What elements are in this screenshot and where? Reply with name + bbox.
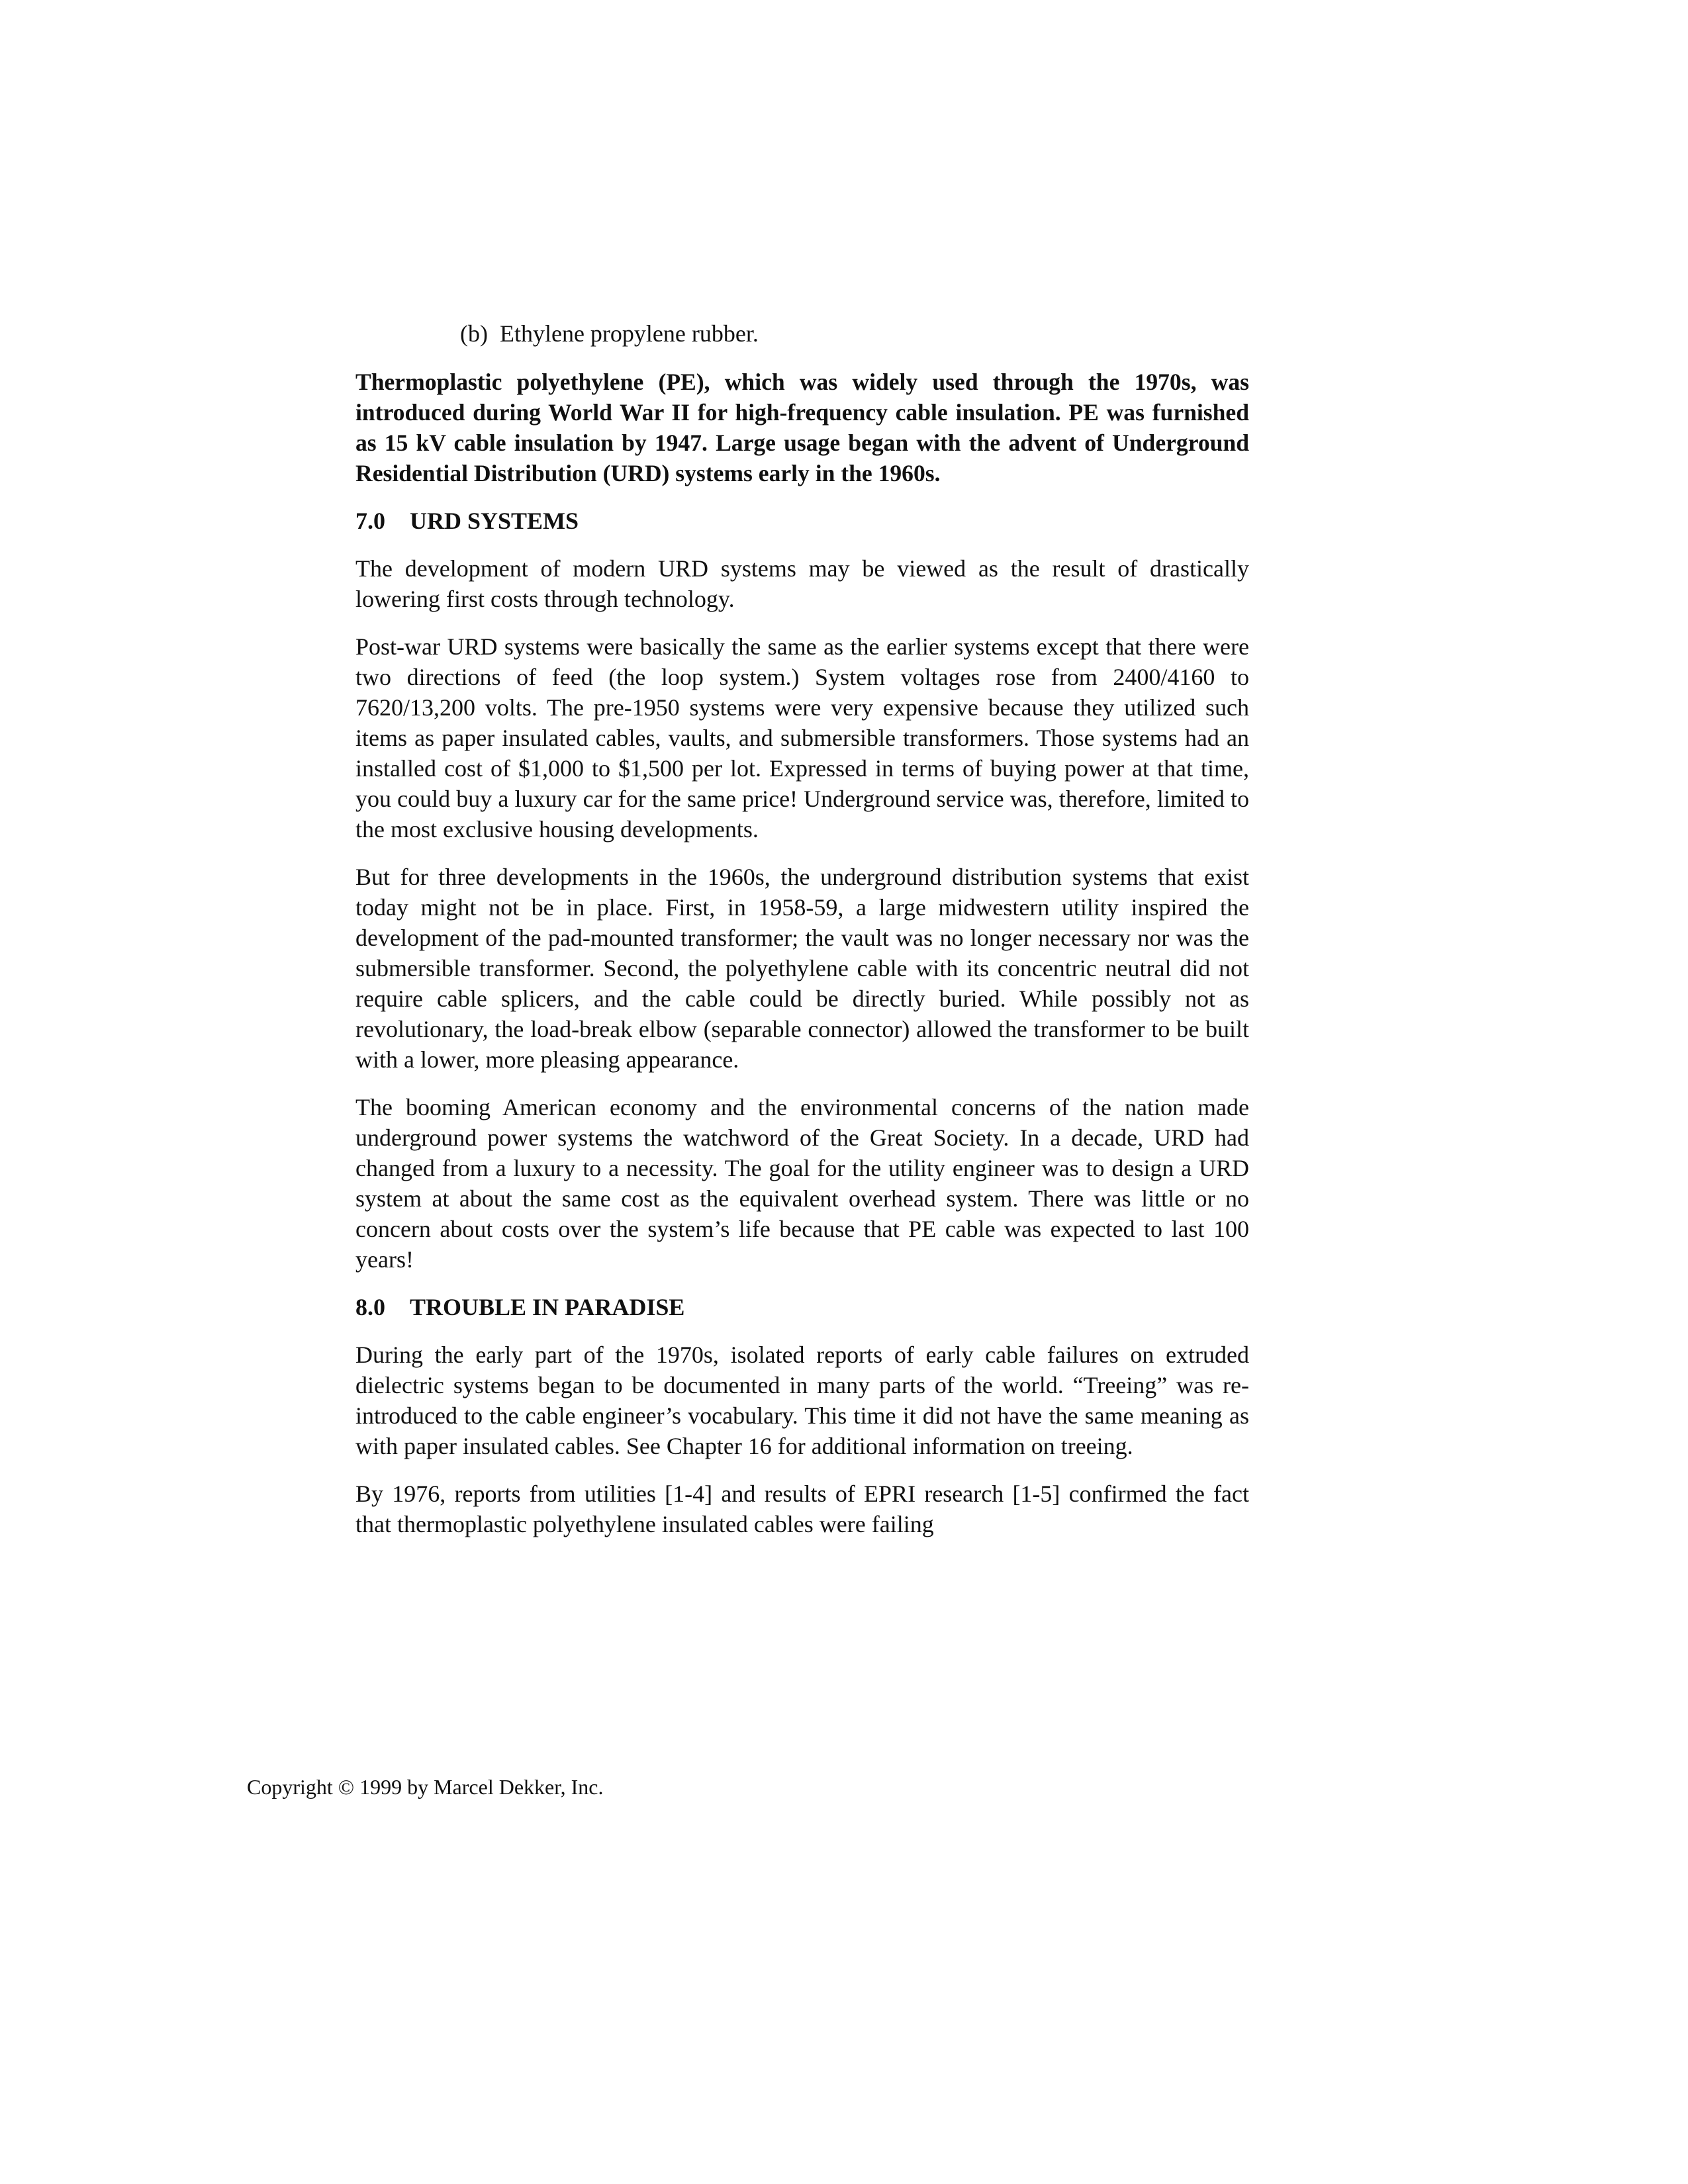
paragraph-pe-history: Thermoplastic polyethylene (PE), which was widely used through the 1970s, was introduced during World War II for high-frequency cable insulation. PE was furnished as 15 kV cable insulation by 1947. Large usage began with the advent of Underground Residential Distribution (URD) systems early in the 1960s.	[355, 369, 1249, 486]
paragraph-early-failures: During the early part of the 1970s, isolated reports of early cable failures on extruded dielectric systems began to be documented in many parts of the world. “Treeing” was re-introduced to the cable engineer’s vocabulary. This time it did not have the same meaning as with paper insulated cables. See Chapter 16 for additional information on treeing.	[355, 1342, 1249, 1459]
section-number: 8.0	[355, 1294, 385, 1320]
paragraph-urd-development: The development of modern URD systems may be viewed as the result of drastically lowering first costs through technology.	[355, 555, 1249, 612]
section-title: URD SYSTEMS	[410, 508, 579, 534]
page-body	[355, 318, 1249, 1557]
section-heading-trouble-in-paradise	[355, 1292, 1249, 1322]
paragraph-epri-research: By 1976, reports from utilities [1-4] and results of EPRI research [1-5] confirmed the fact that thermoplastic polyethylene insulated cables were failing	[355, 1480, 1249, 1537]
list-item-b	[355, 318, 1249, 349]
section-number: 7.0	[355, 508, 385, 534]
section-title: TROUBLE IN PARADISE	[410, 1294, 685, 1320]
list-item-text: Ethylene propylene rubber.	[499, 320, 759, 347]
paragraph-post-war-urd: Post-war URD systems were basically the same as the earlier systems except that there were two directions of feed (the loop system.) System voltages rose from 2400/4160 to 7620/13,200 volts. The pre-1950 systems were very expensive because they utilized such items as paper insulated cables, vaults, and submersible transformers. Those systems had an installed cost of $1,000 to $1,500 per lot. Expressed in terms of buying power at that time, you could buy a luxury car for the same price! Underground service was, therefore, limited to the most exclusive housing developments.	[355, 633, 1249, 842]
paragraph-three-developments: But for three developments in the 1960s, the underground distribution systems that exist today might not be in place. First, in 1958-59, a large midwestern utility inspired the development of the pad-mounted transformer; the vault was no longer necessary nor was the submersible transformer. Second, the polyethylene cable with its concentric neutral did not require cable splicers, and the cable could be directly buried. While possibly not as revolutionary, the load-break elbow (separable connector) allowed the transformer to be built with a lower, more pleasing appearance.	[355, 864, 1249, 1073]
list-marker: (b)	[460, 320, 488, 347]
paragraph-booming-economy: The booming American economy and the environmental concerns of the nation made underground power systems the watchword of the Great Society. In a decade, URD had changed from a luxury to a necessity. The goal for the utility engineer was to design a URD system at about the same cost as the equivalent overhead system. There was little or no concern about costs over the system’s life because that PE cable was expected to last 100 years!	[355, 1094, 1249, 1273]
copyright-footer: Copyright © 1999 by Marcel Dekker, Inc.	[247, 1775, 604, 1799]
section-heading-urd-systems	[355, 506, 1249, 536]
